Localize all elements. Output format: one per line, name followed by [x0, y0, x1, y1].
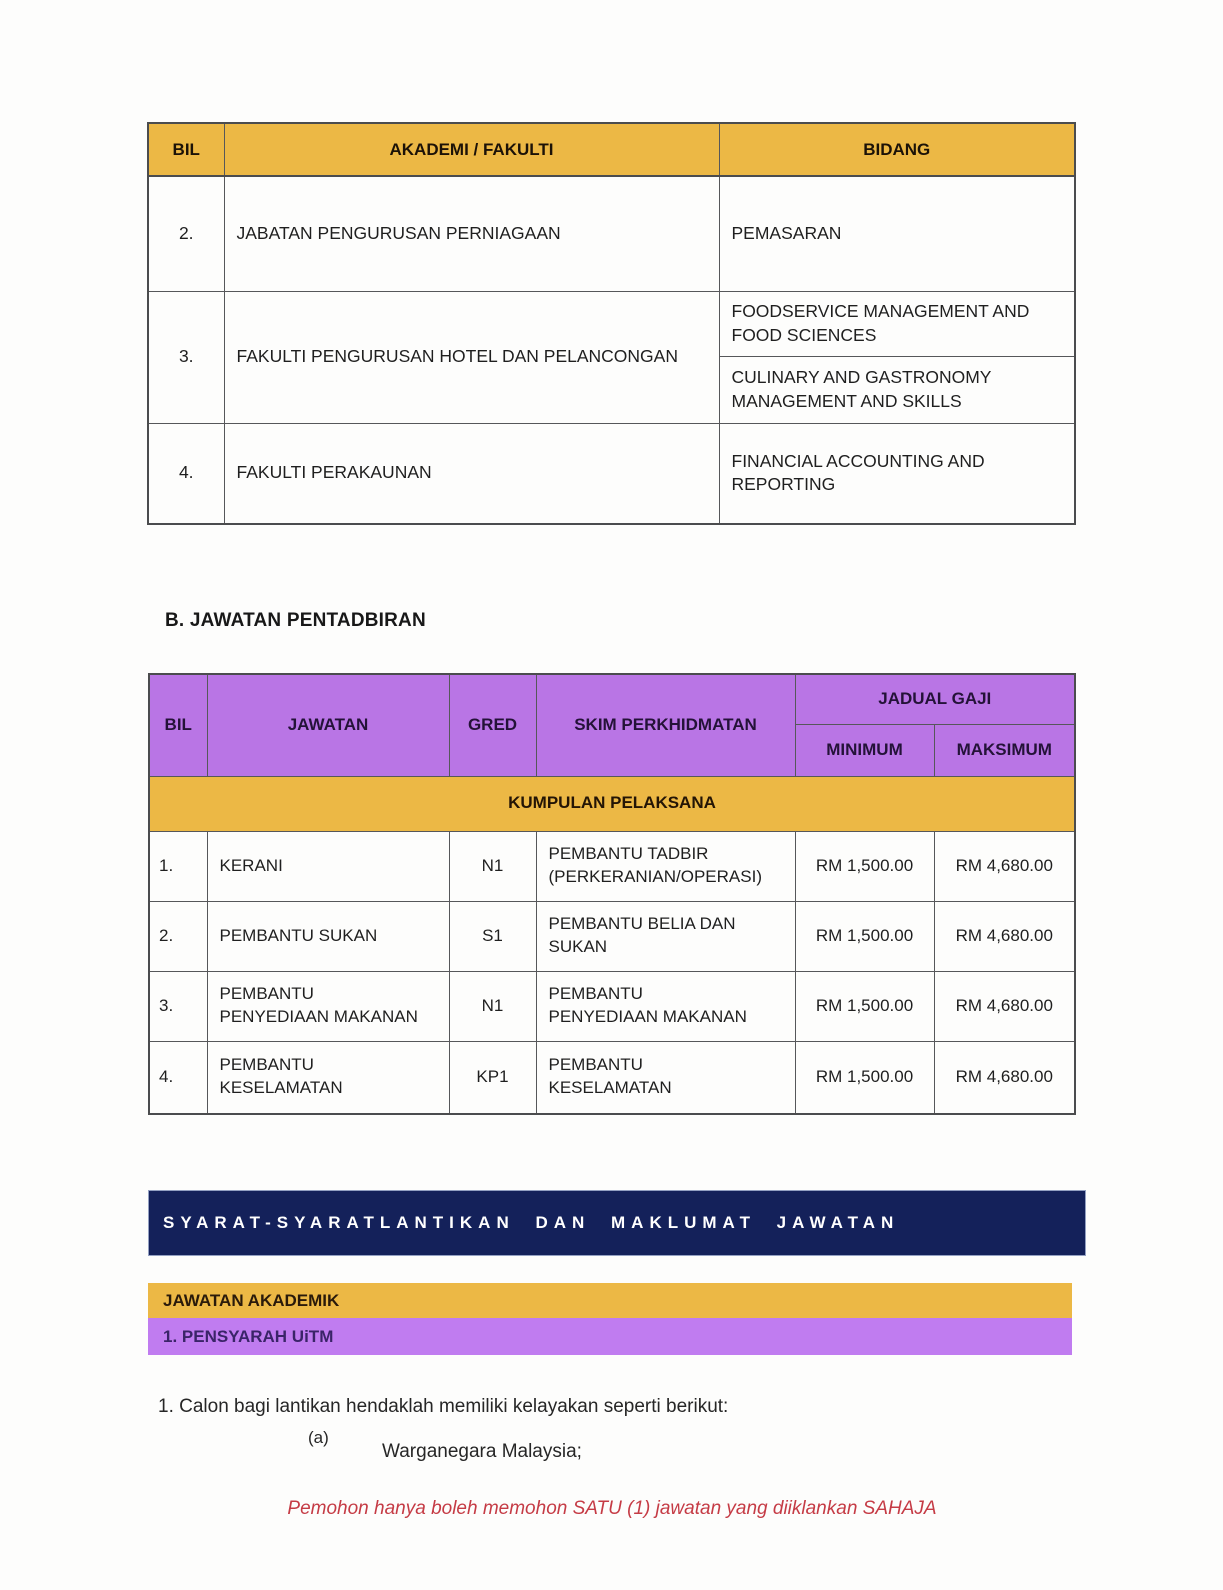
requirements-intro: 1. Calon bagi lantikan hendaklah memiliki kelayakan seperti berikut:: [158, 1396, 729, 1417]
col-header-bil: BIL: [149, 674, 207, 776]
col-header-bidang: BIDANG: [719, 123, 1075, 176]
section-b-heading: B. JAWATAN PENTADBIRAN: [165, 610, 426, 631]
bidang-cell: FOODSERVICE MANAGEMENT AND FOOD SCIENCES: [719, 291, 1075, 356]
bil-cell: 1.: [149, 831, 207, 901]
footer-note: Pemohon hanya boleh memohon SATU (1) jawatan yang diiklankan SAHAJA: [287, 1498, 937, 1519]
bil-cell: 3.: [149, 971, 207, 1041]
skim-cell: PEMBANTU KESELAMATAN: [536, 1041, 795, 1114]
table-row: [149, 831, 1075, 901]
bidang-cell: PEMASARAN: [719, 176, 1075, 291]
bil-cell: 2.: [149, 901, 207, 971]
fakulti-cell: JABATAN PENGURUSAN PERNIAGAAN: [224, 176, 719, 291]
col-header-minimum: MINIMUM: [795, 724, 934, 776]
pentadbiran-table: [148, 673, 1076, 1115]
bidang-cell: FINANCIAL ACCOUNTING AND REPORTING: [719, 423, 1075, 524]
skim-cell: PEMBANTU TADBIR (PERKERANIAN/OPERASI): [536, 831, 795, 901]
jawatan-cell: KERANI: [207, 831, 449, 901]
syarat-lantikan-banner: [148, 1190, 1086, 1256]
maksimum-cell: RM 4,680.00: [934, 831, 1075, 901]
banner-title: SYARAT-SYARATLANTIKAN DAN MAKLUMAT JAWATAN: [163, 1213, 900, 1232]
gred-cell: S1: [449, 901, 536, 971]
gred-cell: N1: [449, 971, 536, 1041]
col-header-jawatan: JAWATAN: [207, 674, 449, 776]
table-header-row: [148, 123, 1075, 176]
col-header-akademi-fakulti: AKADEMI / FAKULTI: [224, 123, 719, 176]
jawatan-cell: PEMBANTU PENYEDIAAN MAKANAN: [207, 971, 449, 1041]
group-label-cell: KUMPULAN PELAKSANA: [149, 776, 1075, 831]
table-row: [149, 1041, 1075, 1114]
skim-cell: PEMBANTU BELIA DAN SUKAN: [536, 901, 795, 971]
fakulti-cell: FAKULTI PERAKAUNAN: [224, 423, 719, 524]
bil-cell: 4.: [148, 423, 224, 524]
bidang-cell: CULINARY AND GASTRONOMY MANAGEMENT AND SKILLS: [719, 356, 1075, 423]
table-row: [149, 901, 1075, 971]
col-header-bil: BIL: [148, 123, 224, 176]
kumpulan-pelaksana-row: [149, 776, 1075, 831]
table-row: [148, 176, 1075, 291]
minimum-cell: RM 1,500.00: [795, 831, 934, 901]
jawatan-akademik-bar: JAWATAN AKADEMIK: [148, 1283, 1072, 1318]
col-header-skim-perkhidmatan: SKIM PERKHIDMATAN: [536, 674, 795, 776]
pensyarah-uitm-bar: 1. PENSYARAH UiTM: [148, 1318, 1072, 1355]
requirement-a-label: (a): [308, 1428, 329, 1447]
fakulti-cell: FAKULTI PENGURUSAN HOTEL DAN PELANCONGAN: [224, 291, 719, 423]
table-header-row: [149, 674, 1075, 724]
jawatan-cell: PEMBANTU KESELAMATAN: [207, 1041, 449, 1114]
bil-cell: 2.: [148, 176, 224, 291]
maksimum-cell: RM 4,680.00: [934, 1041, 1075, 1114]
gred-cell: KP1: [449, 1041, 536, 1114]
col-header-maksimum: MAKSIMUM: [934, 724, 1075, 776]
minimum-cell: RM 1,500.00: [795, 1041, 934, 1114]
gred-cell: N1: [449, 831, 536, 901]
bil-cell: 4.: [149, 1041, 207, 1114]
table-row: [149, 971, 1075, 1041]
table-row: [148, 291, 1075, 356]
jawatan-cell: PEMBANTU SUKAN: [207, 901, 449, 971]
minimum-cell: RM 1,500.00: [795, 971, 934, 1041]
akademik-table: [147, 122, 1076, 525]
requirement-a-text: Warganegara Malaysia;: [382, 1441, 582, 1462]
maksimum-cell: RM 4,680.00: [934, 901, 1075, 971]
table-row: [148, 423, 1075, 524]
bil-cell: 3.: [148, 291, 224, 423]
col-header-jadual-gaji: JADUAL GAJI: [795, 674, 1075, 724]
skim-cell: PEMBANTU PENYEDIAAN MAKANAN: [536, 971, 795, 1041]
minimum-cell: RM 1,500.00: [795, 901, 934, 971]
col-header-gred: GRED: [449, 674, 536, 776]
maksimum-cell: RM 4,680.00: [934, 971, 1075, 1041]
